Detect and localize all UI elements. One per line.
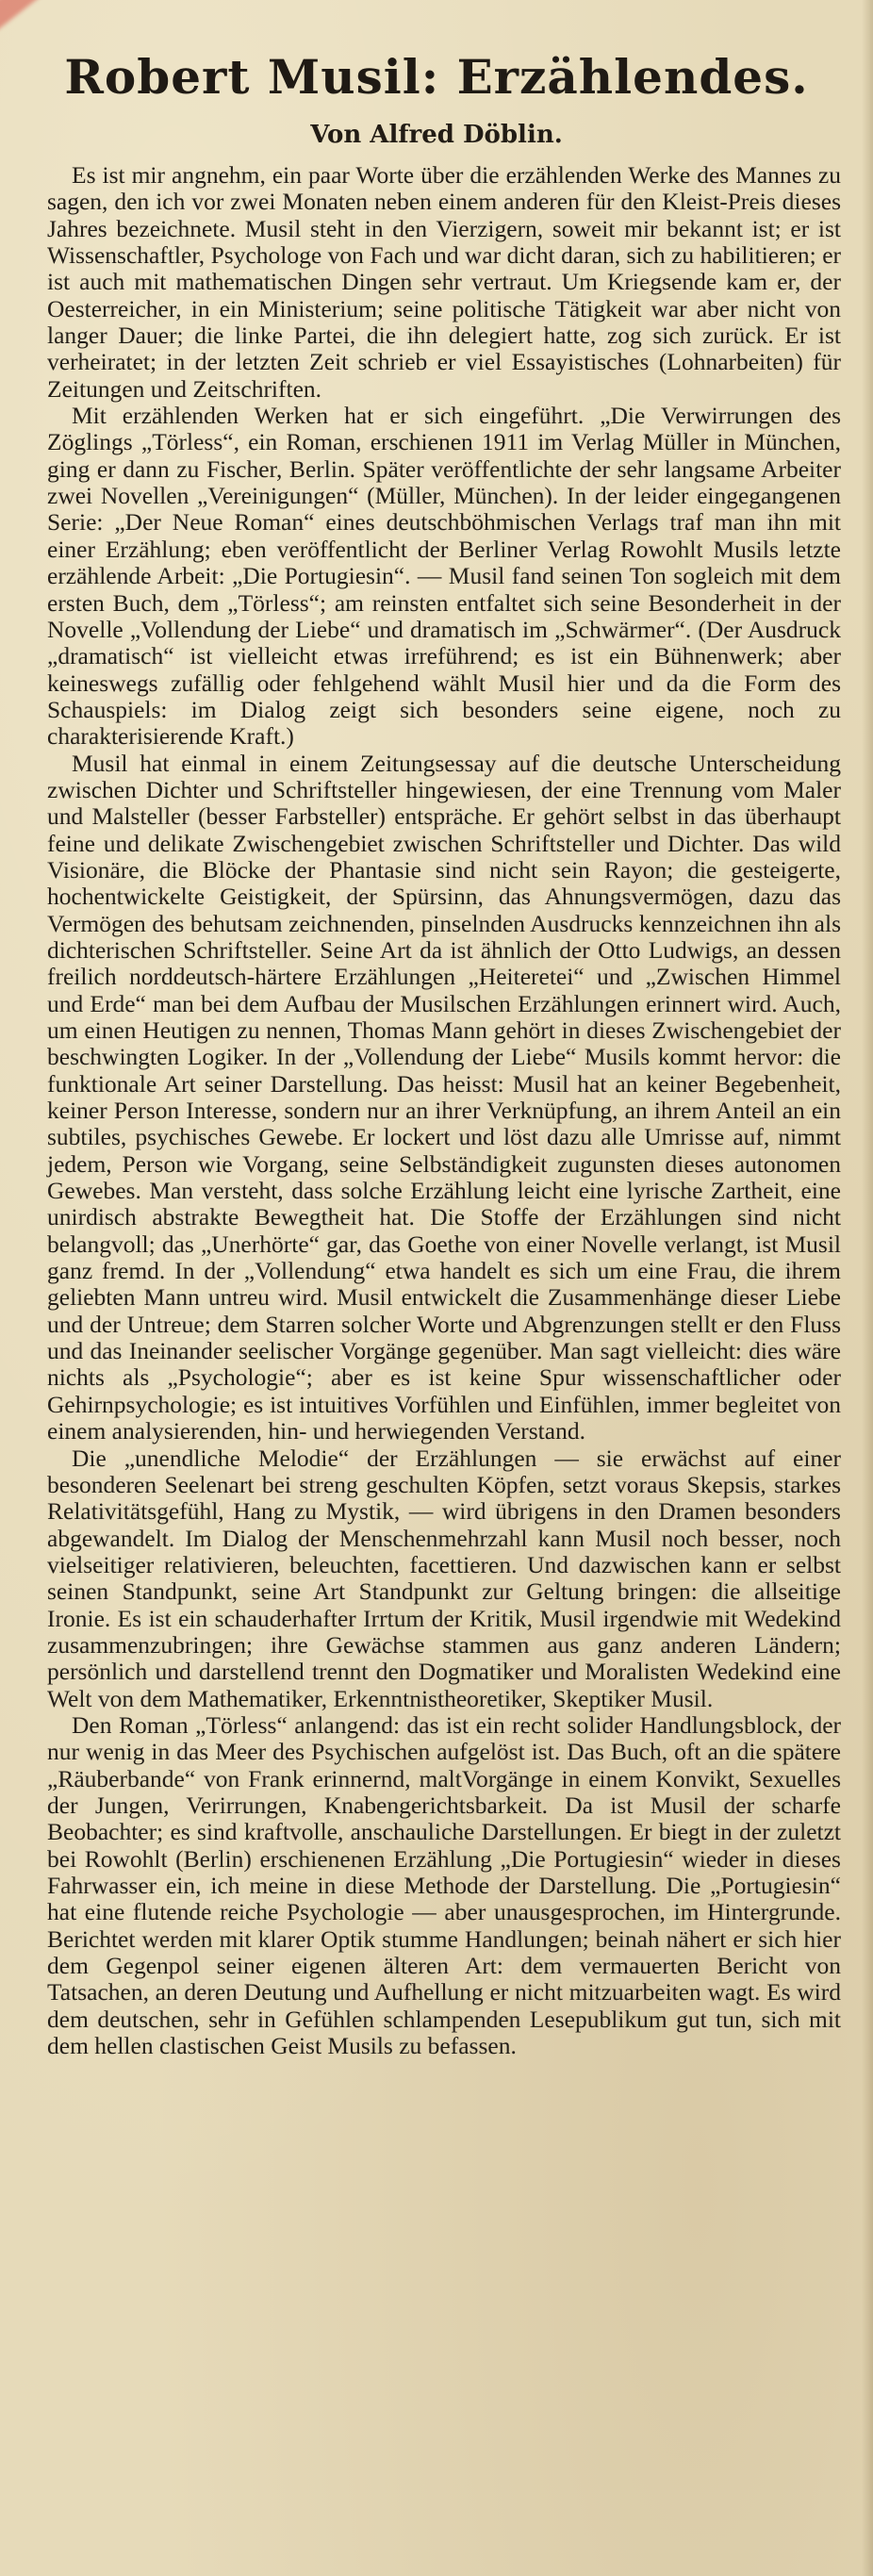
article-body <box>47 162 841 2059</box>
paragraph-3: Musil hat einmal in einem Zeitungsessay auf die deutsche Unterscheidung zwischen Dichter und Schriftsteller hingewiesen, der eine Trennung vom Maler und Malsteller (besser Farbsteller) entspräche. Er gehört selbst in das überhaupt feine und delikate Zwischengebiet zwischen Schriftsteller und Dichter. Das wild Visionäre, die Blöcke der Phantasie sind nicht sein Rayon; die gesteigerte, hochentwickelte Geistigkeit, der Spürsinn, das Ahnungsvermögen, dazu das Vermögen des behutsam zeichnenden, pinselnden Ausdrucks kennzeichnen ihn als dichterischen Schriftsteller. Seine Art da ist ähnlich der Otto Ludwigs, an dessen freilich norddeutsch-härtere Erzählungen „Heiteretei“ und „Zwischen Himmel und Erde“ man bei dem Aufbau der Musilschen Erzählungen erinnert wird. Auch, um einen Heutigen zu nennen, Thomas Mann gehört in dieses Zwischengebiet der beschwingten Logiker. In der „Vollendung der Liebe“ Musils kommt hervor: die funktionale Art seiner Darstellung. Das heisst: Musil hat an keiner Begebenheit, keiner Person Interesse, sondern nur an ihrer Verknüpfung, an ihrem Anteil an ein subtiles, psychisches Gewebe. Er lockert und löst dazu alle Umrisse auf, nimmt jedem, Person wie Vorgang, seine Selbständigkeit zugunsten dieses autonomen Gewebes. Man versteht, dass solche Erzählung leicht eine lyrische Zartheit, eine unirdisch abstrakte Bewegtheit hat. Die Stoffe der Erzählungen sind nicht belangvoll; das „Unerhörte“ gar, das Goethe von einer Novelle verlangt, ist Musil ganz fremd. In der „Vollendung“ etwa handelt es sich um eine Frau, die ihrem geliebten Mann untreu wird. Musil entwickelt die Zusammenhänge dieser Liebe und der Untreue; dem Starren solcher Worte und Abgrenzungen stellt er den Fluss und das Ineinander seelischer Vorgänge gegenüber. Man sagt vielleicht: dies wäre nichts als „Psychologie“; aber es ist keine Spur wissenschaftlicher oder Gehirnpsychologie; es ist intuitives Vorfühlen und Einfühlen, immer begleitet von einem analysierenden, hin- und herwiegenden Verstand. <box>47 749 841 1445</box>
paragraph-1: Es ist mir angnehm, ein paar Worte über die erzählenden Werke des Mannes zu sagen, den ich vor zwei Monaten neben einem anderen für den Kleist-Preis dieses Jahres bezeichnete. Musil steht in den Vierzigern, soweit mir bekannt ist; er ist Wissenschaftler, Psychologe von Fach und war dicht daran, sich zu habilitieren; er ist auch mit mathematischen Dingen sehr vertraut. Um Kriegsende kam er, der Oesterreicher, in ein Ministerium; seine politische Tätigkeit war aber nicht von langer Dauer; die linke Partei, die ihn delegiert hatte, zog sich zurück. Er ist verheiratet; in der letzten Zeit schrieb er viel Essayistisches (Lohnarbeiten) für Zeitungen und Zeitschriften. <box>47 161 841 403</box>
article-byline: Von Alfred Döblin. <box>310 121 563 149</box>
paper-edge-shadow <box>862 0 873 2576</box>
red-pencil-mark <box>0 0 148 45</box>
paragraph-4: Die „unendliche Melodie“ der Erzählungen — sie erwächst auf einer besonderen Seelenart bei streng geschulten Köpfen, setzt voraus Skepsis, starkes Relativitätsgefühl, Hang zu Mystik, — wird übrigens in den Dramen besonders abgewandelt. Im Dialog der Menschenmehrzahl kann Musil noch besser, noch vielseitiger relativieren, beleuchten, facettieren. Und dazwischen kann er selbst seinen Standpunkt, seine Art Standpunkt zur Geltung bringen: die allseitige Ironie. Es ist ein schauderhafter Irrtum der Kritik, Musil irgendwie mit Wedekind zusammenzubringen; ihre Gewächse stammen aus ganz anderen Ländern; persönlich und darstellend trennt den Dogmatiker und Moralisten Wedekind eine Welt von dem Mathematiker, Erkenntnistheoretiker, Skeptiker Musil. <box>47 1444 841 1712</box>
article-title: Robert Musil: Erzählendes. <box>64 49 809 105</box>
paragraph-5: Den Roman „Törless“ anlangend: das ist ein recht solider Handlungsblock, der nur wenig in das Meer des Psychischen aufgelöst ist. Das Buch, oft an die spätere „Räuberbande“ von Frank erinnernd, maltVorgänge in einem Konvikt, Sexuelles der Jungen, Verirrungen, Knabengerichtsbarkeit. Da ist Musil der scharfe Beobachter; es sind kraftvolle, anschauliche Darstellungen. Er biegt in der zuletzt bei Rowohlt (Berlin) erschienenen Erzählung „Die Portugiesin“ wieder in dieses Fahrwasser ein, ich meine in diese Methode der Darstellung. Die „Portugiesin“ hat eine flutende reiche Psychologie — aber unausgesprochen, im Hintergrunde. Berichtet werden mit klarer Optik stumme Handlungen; beinah nähert er sich hier dem Gegenpol seiner eigenen älteren Art: dem vermauerten Bericht von Tatsachen, an deren Deutung und Aufhellung er nicht mitzuarbeiten wagt. Es wird dem deutschen, sehr in Gefühlen schlampenden Lesepublikum gut tun, sich mit dem hellen clastischen Geist Musils zu befassen. <box>47 1710 841 2060</box>
paragraph-2: Mit erzählenden Werken hat er sich eingeführt. „Die Verwirrungen des Zöglings „Törless“, ein Roman, erschienen 1911 im Verlag Müller in München, ging er dann zu Fischer, Berlin. Später veröffentlichte der sehr langsame Arbeiter zwei Novellen „Vereinigungen“ (Müller, München). In der leider eingegangenen Serie: „Der Neue Roman“ eines deutschböhmischen Verlags traf man ihn mit einer Erzählung; eben veröffentlicht der Berliner Verlag Rowohlt Musils letzte erzählende Arbeit: „Die Portugiesin“. — Musil fand seinen Ton sogleich mit dem ersten Buch, dem „Törless“; am reinsten entfaltet sich seine Besonderheit in der Novelle „Vollendung der Liebe“ und dramatisch im „Schwärmer“. (Der Ausdruck „dramatisch“ ist vielleicht etwas irreführend; es ist ein Bühnenwerk; aber keineswegs zufällig oder fehlgehend wählt Musil hier und da die Form des Schauspiels: im Dialog zeigt sich besonders seine eigene, noch zu charakterisierende Kraft.) <box>47 402 841 751</box>
